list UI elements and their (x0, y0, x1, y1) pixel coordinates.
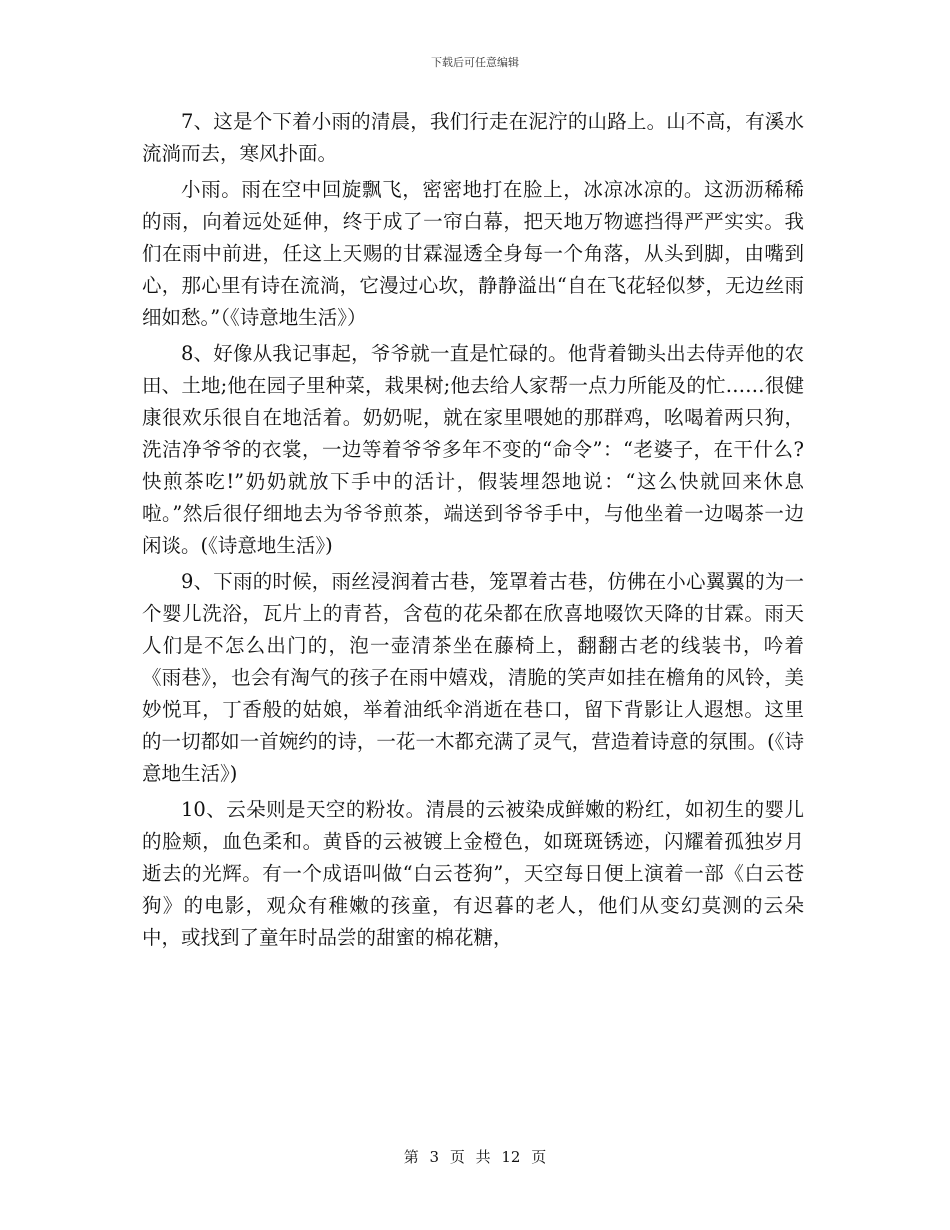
header-note: 下载后可任意编辑 (431, 56, 519, 69)
page-number: 第 3 页 共 12 页 (403, 1148, 547, 1166)
paragraph-8: 8、好像从我记事起，爷爷就一直是忙碌的。他背着锄头出去侍弄他的农田、土地;他在园子里种菜，栽果树;他去给人家帮一点力所能及的忙……很健康很欢乐很自在地活着。奶奶呢，就在家里喂她的那群鸡，吆喝着两只狗，洗洁净爷爷的衣裳，一边等着爷爷多年不变的“命令”：“老婆子，在干什么?快煎茶吃!”奶奶就放下手中的活计，假装埋怨地说：“这么快就回来休息啦。”然后很仔细地去为爷爷煎茶，端送到爷爷手中，与他坐着一边喝茶一边闲谈。(《诗意地生活》) (142, 342, 804, 557)
paragraph-7: 7、这是个下着小雨的清晨，我们行走在泥泞的山路上。山不高，有溪水流淌而去，寒风扑面。 (142, 110, 804, 165)
document-body (142, 106, 804, 958)
paragraph-7-continued: 小雨。雨在空中回旋飘飞，密密地打在脸上，冰凉冰凉的。这沥沥稀稀的雨，向着远处延伸，终于成了一帘白幕，把天地万物遮挡得严严实实。我们在雨中前进，任这上天赐的甘霖湿透全身每一个角落，从头到脚，由嘴到心，那心里有诗在流淌，它漫过心坎，静静溢出“自在飞花轻似梦，无边丝雨细如愁。”（《诗意地生活》） (142, 178, 804, 329)
paragraph-10: 10、云朵则是天空的粉妆。清晨的云被染成鲜嫩的粉红，如初生的婴儿的脸颊，血色柔和。黄昏的云被镀上金橙色，如斑斑锈迹，闪耀着孤独岁月逝去的光辉。有一个成语叫做“白云苍狗”，天空每日便上演着一部《白云苍狗》的电影，观众有稚嫩的孩童，有迟暮的老人，他们从变幻莫测的云朵中，或找到了童年时品尝的甜蜜的棉花糖， (142, 798, 804, 949)
paragraph-9: 9、下雨的时候，雨丝浸润着古巷，笼罩着古巷，仿佛在小心翼翼的为一个婴儿洗浴，瓦片上的青苔，含苞的花朵都在欣喜地啜饮天降的甘霖。雨天人们是不怎么出门的，泡一壶清茶坐在藤椅上，翻翻古老的线装书，吟着《雨巷》，也会有淘气的孩子在雨中嬉戏，清脆的笑声如挂在檐角的风铃，美妙悦耳，丁香般的姑娘，举着油纸伞消逝在巷口，留下背影让人遐想。这里的一切都如一首婉约的诗，一花一木都充满了灵气，营造着诗意的氛围。(《诗意地生活》) (142, 570, 804, 785)
